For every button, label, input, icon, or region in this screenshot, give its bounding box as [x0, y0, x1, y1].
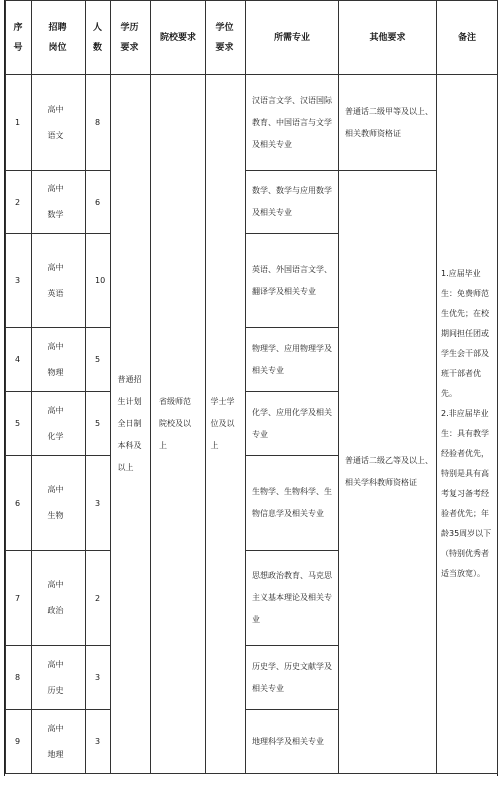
row-major: 数学、数学与应用数学及相关专业 [246, 171, 339, 234]
table-row [6, 75, 498, 171]
recruitment-document [4, 0, 498, 776]
row-position: 高中数学 [32, 171, 86, 234]
row-seq: 4 [6, 328, 32, 392]
table-header-row [6, 1, 498, 75]
row-position: 高中历史 [32, 646, 86, 710]
header-position: 招聘岗位 [32, 1, 86, 75]
other-requirement-1: 普通话二级甲等及以上、相关教师资格证 [339, 75, 437, 171]
row-count: 10 [86, 234, 111, 328]
row-position: 高中语文 [32, 75, 86, 171]
notes-cell [437, 75, 498, 774]
row-seq: 3 [6, 234, 32, 328]
row-major: 汉语言文学、汉语国际教育、中国语言与文学及相关专业 [246, 75, 339, 171]
degree-requirement: 学士学位及以上 [206, 75, 246, 774]
row-seq: 8 [6, 646, 32, 710]
row-position: 高中地理 [32, 710, 86, 774]
row-position: 高中化学 [32, 392, 86, 456]
row-major: 英语、外国语言文学、翻译学及相关专业 [246, 234, 339, 328]
header-notes: 备注 [437, 1, 498, 75]
header-major: 所需专业 [246, 1, 339, 75]
row-count: 3 [86, 710, 111, 774]
row-seq: 6 [6, 456, 32, 551]
header-count: 人数 [86, 1, 111, 75]
table-row [6, 171, 498, 234]
row-major: 历史学、历史文献学及相关专业 [246, 646, 339, 710]
header-other: 其他要求 [339, 1, 437, 75]
row-position: 高中政治 [32, 551, 86, 646]
row-major: 思想政治教育、马克思主义基本理论及相关专业 [246, 551, 339, 646]
row-count: 3 [86, 456, 111, 551]
header-school: 院校要求 [151, 1, 206, 75]
note-2: 2.非应届毕业生：具有教学经验者优先，特别是具有高考复习备考经验者优先；年龄35周岁以下（特别优秀者适当放宽）。 [441, 409, 492, 578]
education-requirement: 普通招生计划全日制本科及以上 [111, 75, 151, 774]
row-major: 地理科学及相关专业 [246, 710, 339, 774]
row-major: 化学、应用化学及相关专业 [246, 392, 339, 456]
recruitment-table [5, 0, 498, 774]
row-position: 高中生物 [32, 456, 86, 551]
row-major: 物理学、应用物理学及相关专业 [246, 328, 339, 392]
row-seq: 9 [6, 710, 32, 774]
row-count: 2 [86, 551, 111, 646]
row-position: 高中物理 [32, 328, 86, 392]
row-count: 6 [86, 171, 111, 234]
header-seq: 序号 [6, 1, 32, 75]
row-seq: 1 [6, 75, 32, 171]
row-count: 5 [86, 328, 111, 392]
row-seq: 7 [6, 551, 32, 646]
school-requirement: 省级师范院校及以上 [151, 75, 206, 774]
row-count: 8 [86, 75, 111, 171]
row-seq: 5 [6, 392, 32, 456]
row-count: 5 [86, 392, 111, 456]
row-major: 生物学、生物科学、生物信息学及相关专业 [246, 456, 339, 551]
row-position: 高中英语 [32, 234, 86, 328]
header-education: 学历要求 [111, 1, 151, 75]
row-count: 3 [86, 646, 111, 710]
row-seq: 2 [6, 171, 32, 234]
other-requirement-2: 普通话二级乙等及以上、相关学科教师资格证 [339, 171, 437, 774]
header-degree: 学位要求 [206, 1, 246, 75]
note-1: 1.应届毕业生：免费师范生优先；在校期间担任团或学生会干部及班干部者优先。 [441, 269, 489, 398]
